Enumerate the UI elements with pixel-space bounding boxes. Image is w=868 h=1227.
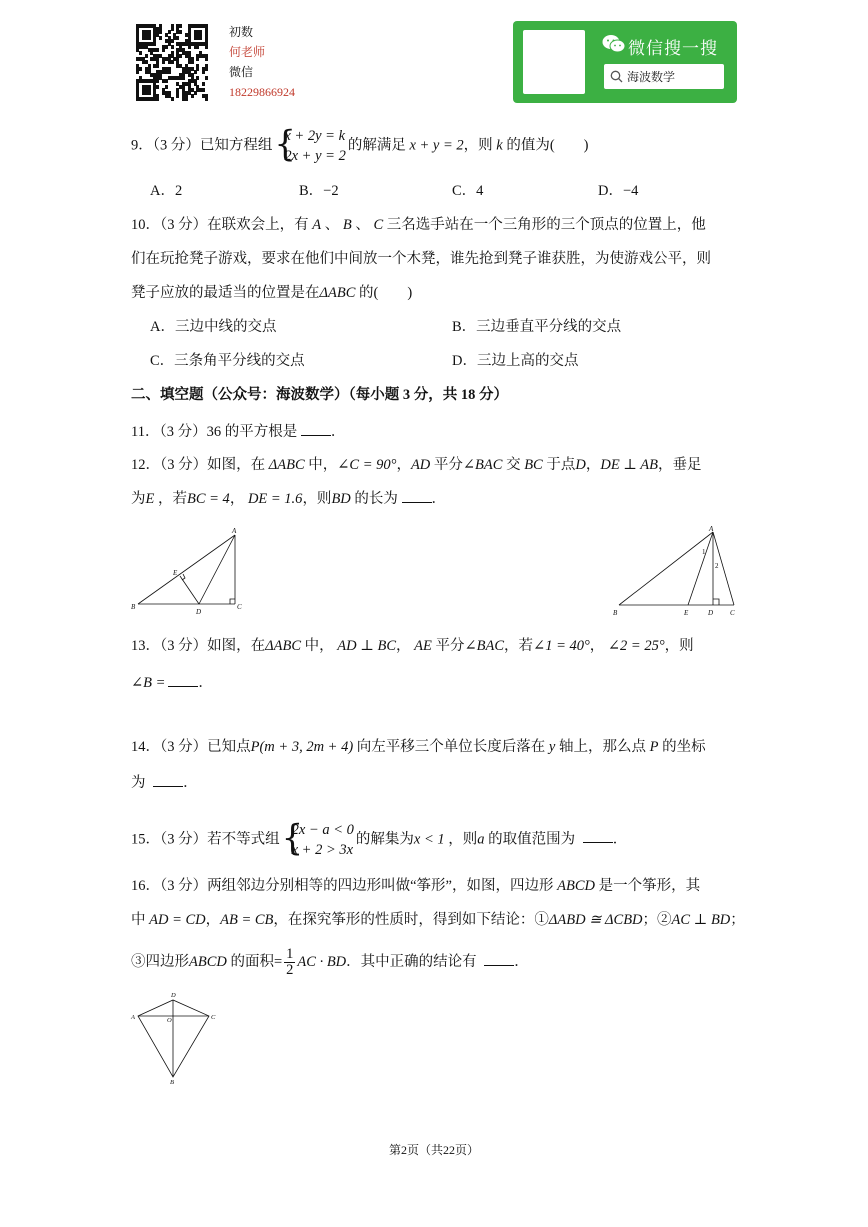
- qr-module: [139, 67, 142, 71]
- qr-module: [191, 60, 194, 64]
- q9-option-a: A．2: [150, 183, 183, 199]
- q14-end: ．: [183, 775, 198, 791]
- q16-semicolon: ；: [730, 912, 745, 928]
- q12-fig-label-e: E: [173, 569, 178, 577]
- q12-end: ．: [431, 491, 447, 507]
- qr-module: [179, 24, 182, 28]
- qr-module: [188, 45, 191, 49]
- q12-line-1: [131, 455, 702, 475]
- q12-comma-3: ，: [229, 491, 245, 507]
- q16-fraction-denominator: 2: [286, 962, 294, 978]
- q15-ineq-2: x + 2 > 3x: [291, 842, 354, 858]
- q12-fig-label-d: D: [196, 608, 202, 615]
- q14-point: P(m + 3, 2m + 4): [250, 739, 354, 755]
- qr-module: [139, 51, 142, 55]
- q10-line-2: 们在玩抢凳子游戏，要求在他们中间放一个木凳，谁先抢到凳子谁获胜，为使游戏公平，则: [131, 251, 711, 267]
- q9-eq-1: x + 2y = k: [284, 128, 346, 144]
- section-2-title: 二、填空题（公众号：海波数学）（每小题 3 分，共 18 分）: [131, 387, 508, 403]
- q16-line-2: [131, 910, 745, 930]
- q16-fig-label-o: O: [167, 1017, 172, 1024]
- q13-line-1: [131, 636, 694, 656]
- q14-y: y: [548, 739, 556, 755]
- page-footer: 第2页（共22页）: [388, 1143, 479, 1157]
- qr-module: [136, 70, 139, 74]
- qr-module: [159, 30, 162, 34]
- q13-fig-label-d: D: [708, 609, 714, 617]
- qr-module: [182, 76, 185, 80]
- q12-point-d: D: [575, 457, 586, 473]
- wechat-search-box[interactable]: [604, 64, 724, 89]
- q16-fraction-numerator: 1: [286, 946, 294, 962]
- q16-figure: [128, 988, 222, 1084]
- qr-module: [523, 900, 526, 903]
- qr-module: [171, 97, 174, 101]
- q16-line-1: [131, 876, 700, 896]
- wechat-logo-icon: [602, 33, 626, 55]
- q16-comma-1: ，: [205, 912, 221, 928]
- q12-fig-label-c: C: [237, 603, 242, 611]
- qr-module: [159, 36, 162, 40]
- q14-text-2: 向左平移三个单位长度后落在: [356, 739, 546, 755]
- q13-text-3: 平分: [435, 638, 465, 654]
- q12-fig-label-b: B: [131, 603, 136, 611]
- teacher-line-2: 何老师: [229, 45, 266, 59]
- qr-module: [194, 91, 197, 95]
- q16-line-3: [131, 947, 529, 978]
- q9-text-tail: ，则: [463, 137, 493, 154]
- teacher-phone: 18229866924: [229, 85, 295, 99]
- q12-bc-value: BC = 4: [186, 491, 230, 507]
- q12-bc: BC: [524, 457, 543, 473]
- q12-ad: AD: [410, 457, 431, 473]
- q10-option-d: D．三边上高的交点: [452, 353, 579, 369]
- q15-ineq-1: 2x − a < 0: [291, 822, 354, 838]
- q14-line-1: [131, 737, 706, 757]
- q13-answer-blank[interactable]: [168, 672, 198, 687]
- wechat-search-card[interactable]: [513, 21, 737, 103]
- q16-text-4: ，在探究筝形的性质时，得到如下结论：①: [273, 912, 549, 928]
- q13-angle-bac: ∠BAC: [464, 638, 505, 654]
- q12-text-3: 平分: [433, 457, 463, 473]
- q12-angle-bac: ∠BAC: [462, 457, 503, 473]
- q10-line-1: 10．（3 分）在联欢会上，有 A 、 B 、 C 三名选手站在一个三角形的三个顶点的位置上，他: [131, 217, 706, 233]
- teacher-info: [229, 25, 295, 105]
- q13-fig-label-1: 1: [702, 548, 706, 556]
- q12-text-7: 为: [131, 491, 146, 507]
- qr-module: [145, 54, 148, 58]
- q14-text-1: 14．（3 分）已知点: [131, 739, 251, 755]
- qr-module: [148, 36, 151, 40]
- qr-module: [153, 42, 156, 46]
- q13-ae: AE: [414, 638, 432, 654]
- qr-module: [171, 39, 174, 43]
- q13-fig-label-a: A: [709, 525, 714, 533]
- qr-module: [205, 57, 208, 61]
- q10-text-3: 凳子应放的最适当的位置是在: [131, 285, 320, 301]
- q9-score: （3 分）: [152, 137, 200, 154]
- q13-figure: [608, 524, 743, 620]
- qr-module: [205, 45, 208, 49]
- qr-module: [176, 36, 179, 40]
- q9-text-end: 的值为( ): [506, 137, 589, 154]
- q12-point-e: E: [145, 491, 155, 507]
- q15-answer-blank[interactable]: [583, 828, 613, 843]
- q10-text-2: 三名选手站在一个三角形的三个顶点的位置上，他: [386, 217, 706, 233]
- q13-text-2: 中，: [304, 638, 334, 654]
- q16-congruence: ΔABD ≅ ΔCBD: [548, 912, 643, 928]
- q13-angle-b: ∠B =: [131, 675, 166, 691]
- q16-text-6: ③四边形: [131, 953, 189, 970]
- q9-text: 已知方程组: [199, 137, 273, 154]
- q12-text-4: 交: [506, 457, 521, 473]
- q10-text-1: 10．（3 分）在联欢会上，有: [131, 217, 309, 233]
- qr-module: [194, 70, 197, 74]
- q16-abcd: ABCD: [557, 878, 595, 894]
- q14-answer-blank[interactable]: [153, 772, 183, 787]
- q15-text-3: ，则: [448, 831, 478, 848]
- qr-module: [196, 76, 199, 80]
- q10-option-b: B．三边垂直平分线的交点: [452, 319, 622, 335]
- q9-option-c: C．4: [452, 183, 484, 199]
- q14-text-3: 轴上，那么点: [558, 739, 646, 755]
- q9-option-d: D．−4: [598, 183, 639, 199]
- q13-comma-2: ，: [589, 638, 605, 654]
- q9-variable: k: [496, 137, 503, 154]
- q12-fig-label-a: A: [232, 527, 237, 535]
- q12-text-10: 的长为: [354, 491, 398, 507]
- q16-area-expr: AC · BD: [297, 953, 347, 970]
- q16-ad-cd: AD = CD: [149, 912, 206, 928]
- qr-module: [162, 60, 165, 64]
- q9-text-mid: 的解满足: [347, 137, 406, 154]
- q16-text-7: 的面积: [230, 953, 274, 970]
- q13-comma-1: ，: [396, 638, 411, 654]
- wechat-search-text: 海波数学: [627, 70, 676, 84]
- q10-option-a: A．三边中线的交点: [150, 319, 277, 335]
- q10-a: A: [312, 217, 322, 233]
- q13-text-5: ，则: [664, 638, 694, 654]
- q15-text-1: 15．（3 分）若不等式组: [131, 831, 280, 848]
- q10-line-3: [131, 283, 412, 303]
- qr-module: [205, 97, 208, 101]
- qr-module: [205, 76, 208, 80]
- search-icon: [610, 70, 623, 83]
- wechat-card-title: 微信搜一搜: [628, 39, 718, 59]
- q9-equation-system: { x + 2y = k 2x + y = 2: [274, 123, 346, 165]
- q14-text-4: 的坐标: [662, 739, 706, 755]
- qr-module: [165, 79, 168, 83]
- q12-figure: [128, 527, 248, 615]
- q13-fig-label-b: B: [613, 609, 618, 617]
- q12-fig-ab: [138, 535, 235, 604]
- q13-line-2: [131, 672, 213, 693]
- q12-text-6: ，垂足: [658, 457, 702, 473]
- qr-module: [199, 36, 202, 40]
- q13-triangle: ΔABC: [265, 638, 302, 654]
- q16-text-1: 16．（3 分）两组邻边分别相等的四边形叫做“筝形”，如图，四边形: [131, 878, 554, 894]
- q14-line-2: [131, 772, 198, 793]
- qr-module: [202, 88, 205, 92]
- qr-module: [156, 79, 159, 83]
- qr-module: [168, 70, 171, 74]
- q12-angle-c: ∠C = 90°: [337, 457, 397, 473]
- qr-module: [196, 57, 199, 61]
- q15-text-4: 的取值范围为: [488, 831, 576, 848]
- q16-abcd-2: ABCD: [189, 953, 227, 970]
- q16-equals: =: [273, 953, 283, 970]
- qr-module: [171, 27, 174, 31]
- q12-text-2: 中，: [308, 457, 338, 473]
- q9-condition: x + y = 2: [409, 137, 464, 154]
- q13-fig-label-e: E: [684, 609, 689, 617]
- q12-fig-right-angle-c: [230, 599, 235, 604]
- qr-module: [205, 67, 208, 71]
- q16-fraction: [284, 947, 295, 978]
- q11-end: ．: [330, 424, 346, 440]
- q9-eq-2: 2x + y = 2: [284, 148, 346, 164]
- q16-fig-kite: [138, 1000, 209, 1077]
- q14-text-5: 为: [131, 775, 146, 791]
- q12-text-5: 于点: [546, 457, 576, 473]
- q16-text-3: 中: [131, 912, 146, 928]
- q13-fig-ab: [619, 532, 713, 605]
- q16-fig-label-a: A: [131, 1014, 135, 1021]
- question-15: [131, 817, 628, 860]
- qr-module: [185, 97, 188, 101]
- qr-module: [148, 91, 151, 95]
- question-9: [131, 123, 589, 166]
- q16-answer-blank[interactable]: [484, 951, 514, 966]
- q15-text-2: 的解集为: [355, 831, 414, 848]
- q12-bd: BD: [331, 491, 351, 507]
- q13-end: ．: [198, 675, 213, 691]
- qr-module: [156, 97, 159, 101]
- qr-module: [165, 85, 168, 89]
- teacher-qr-code: [136, 24, 208, 100]
- q12-comma-1: ，: [396, 457, 411, 473]
- q14-p: P: [649, 739, 659, 755]
- teacher-line-1: 初数: [229, 25, 254, 39]
- q11-text: 11．（3 分）36 的平方根是: [131, 424, 298, 440]
- wechat-qr-code: [523, 30, 585, 94]
- q13-text-1: 13．（3 分）如图，在: [131, 638, 266, 654]
- q9-number: 9．: [131, 137, 153, 154]
- q13-angle-1: ∠1 = 40°: [533, 638, 590, 654]
- q10-option-c: C．三条角平分线的交点: [150, 353, 305, 369]
- q15-a: a: [477, 831, 485, 848]
- q15-solution: x < 1: [413, 831, 445, 848]
- q16-end: ．: [514, 953, 529, 970]
- q13-angle-2: ∠2 = 25°: [607, 638, 665, 654]
- q16-ab-cb: AB = CB: [220, 912, 274, 928]
- qr-module: [202, 70, 205, 74]
- q10-c: C: [373, 217, 384, 233]
- qr-module: [176, 94, 179, 98]
- q15-inequality-system: { 2x − a < 0 x + 2 > 3x: [281, 817, 354, 859]
- q10-text-4: 的( ): [359, 285, 413, 301]
- q13-fig-ae: [688, 532, 713, 605]
- qr-module: [162, 48, 165, 52]
- q13-text-4: ，若: [504, 638, 534, 654]
- qr-module: [171, 45, 174, 49]
- qr-module: [191, 94, 194, 98]
- q13-perp: AD ⊥ BC: [337, 638, 397, 654]
- q12-text-1: 12．（3 分）如图，在: [131, 457, 266, 473]
- q16-fig-label-d: D: [171, 992, 176, 999]
- q12-text-8: ，若: [157, 491, 187, 507]
- qr-module: [171, 60, 174, 64]
- q11-answer-blank[interactable]: [301, 421, 331, 436]
- q12-fig-ad: [199, 535, 235, 604]
- qr-module: [156, 85, 159, 89]
- q12-triangle: ΔABC: [268, 457, 305, 473]
- teacher-line-3: 微信: [229, 65, 254, 79]
- qr-module: [156, 64, 159, 68]
- q16-perp: AC ⊥ BD: [671, 912, 731, 928]
- qr-module: [168, 30, 171, 34]
- q12-text-9: ，则: [302, 491, 332, 507]
- q16-fig-label-b: B: [170, 1079, 174, 1084]
- q9-option-b: B．−2: [299, 183, 339, 199]
- q16-text-2: 是一个筝形，其: [598, 878, 701, 894]
- q12-de-value: DE = 1.6: [247, 491, 303, 507]
- qr-module: [156, 48, 159, 52]
- qr-module: [196, 67, 199, 71]
- qr-module: [179, 54, 182, 58]
- qr-module: [179, 30, 182, 34]
- q15-end: ．: [612, 831, 628, 848]
- q12-answer-blank[interactable]: [402, 488, 432, 503]
- q10-triangle: ΔABC: [319, 285, 356, 301]
- qr-module: [165, 45, 168, 49]
- q12-perp: DE ⊥ AB: [600, 457, 659, 473]
- qr-module: [202, 82, 205, 86]
- q12-comma-2: ，: [585, 457, 601, 473]
- q13-fig-label-c: C: [730, 609, 735, 617]
- q12-fig-de: [180, 576, 199, 604]
- q13-fig-label-2: 2: [715, 562, 719, 570]
- q16-fig-label-c: C: [211, 1014, 216, 1021]
- question-11: [131, 421, 345, 442]
- q16-text-8: ．其中正确的结论有: [346, 953, 477, 970]
- q13-fig-right-angle-d: [713, 599, 719, 605]
- qr-module: [196, 45, 199, 49]
- q16-text-5: ；②: [642, 912, 672, 928]
- q10-b: B: [342, 217, 352, 233]
- q12-line-2: [131, 488, 446, 509]
